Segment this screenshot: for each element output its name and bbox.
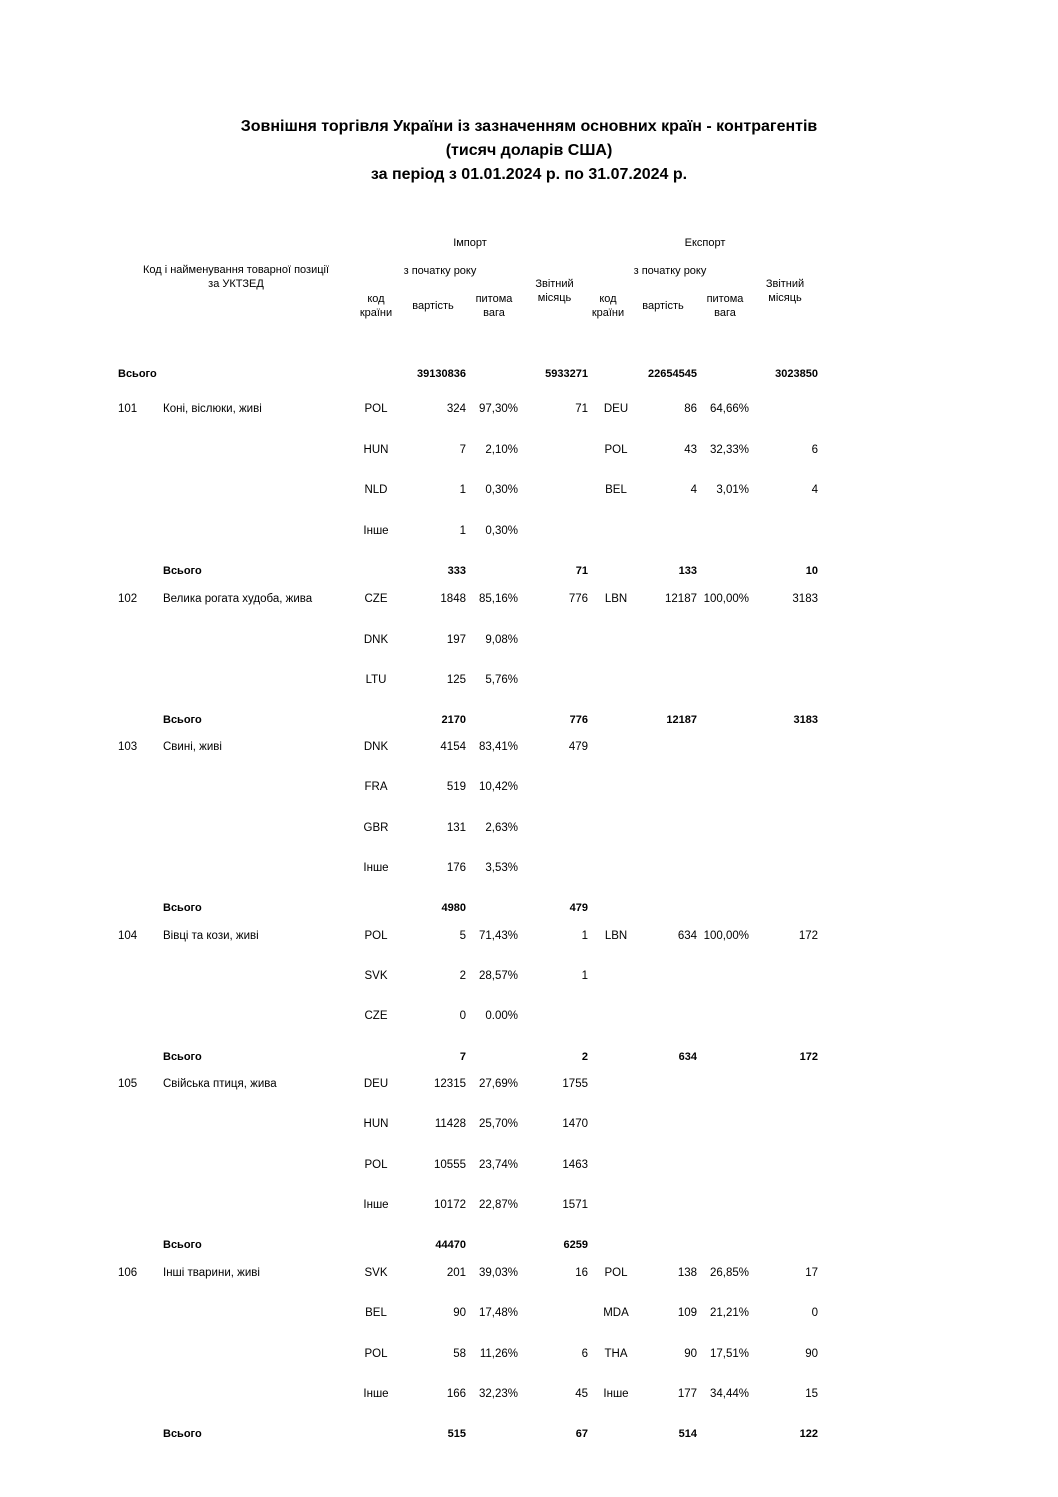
group-total-label: Всього xyxy=(163,902,202,914)
import-share: 23,74% xyxy=(478,1159,518,1171)
import-value: 1 xyxy=(459,484,466,496)
export-country: THA xyxy=(604,1348,628,1360)
export-country: LBN xyxy=(604,930,628,942)
import-value: 131 xyxy=(446,822,466,834)
export-value: 177 xyxy=(677,1388,697,1400)
group-total-import-month: 479 xyxy=(569,902,588,914)
import-country: LTU xyxy=(365,674,387,686)
export-value: 109 xyxy=(677,1307,697,1319)
export-month: 6 xyxy=(811,444,818,456)
import-share: 17,48% xyxy=(478,1307,518,1319)
export-value: 4 xyxy=(690,484,697,496)
import-value: 1 xyxy=(459,525,466,537)
report-period: за період з 01.01.2024 р. по 31.07.2024 р. xyxy=(370,166,688,183)
export-country: POL xyxy=(604,1267,628,1279)
import-value: 7 xyxy=(459,444,466,456)
group-total-import-month: 6259 xyxy=(563,1239,588,1251)
export-month: 90 xyxy=(805,1348,818,1360)
group-total-export-month: 122 xyxy=(799,1428,818,1440)
group-code: 106 xyxy=(118,1267,138,1279)
import-country: BEL xyxy=(365,1307,387,1319)
header-import-country: код країни xyxy=(359,293,393,319)
import-country: HUN xyxy=(363,444,389,456)
header-export-month: Звітний місяць xyxy=(765,278,805,304)
import-month: 1 xyxy=(581,930,588,942)
import-share: 22,87% xyxy=(478,1199,518,1211)
import-share: 3,53% xyxy=(485,862,518,874)
group-total-import-value: 44470 xyxy=(435,1239,466,1251)
export-month: 172 xyxy=(798,930,818,942)
group-name: Вівці та кози, живі xyxy=(163,930,259,942)
import-month: 16 xyxy=(575,1267,588,1279)
import-country: NLD xyxy=(364,484,388,496)
header-import-share: питома вага xyxy=(475,293,513,319)
import-value: 12315 xyxy=(434,1078,466,1090)
import-value: 166 xyxy=(446,1388,466,1400)
import-country: GBR xyxy=(363,822,389,834)
group-total-import-month: 71 xyxy=(575,565,588,577)
group-code: 105 xyxy=(118,1078,138,1090)
import-country: DNK xyxy=(363,634,389,646)
import-value: 10172 xyxy=(434,1199,466,1211)
import-value: 1848 xyxy=(440,593,466,605)
export-share: 100,00% xyxy=(703,593,749,605)
export-share: 34,44% xyxy=(709,1388,749,1400)
group-total-label: Всього xyxy=(163,565,202,577)
group-code: 101 xyxy=(118,403,138,415)
import-value: 324 xyxy=(446,403,466,415)
import-value: 519 xyxy=(446,781,466,793)
export-share: 32,33% xyxy=(709,444,749,456)
group-total-import-value: 7 xyxy=(459,1051,466,1063)
import-country: Інше xyxy=(363,1388,389,1400)
import-value: 201 xyxy=(446,1267,466,1279)
export-country: POL xyxy=(604,444,628,456)
export-share: 3,01% xyxy=(716,484,749,496)
group-total-export-value: 12187 xyxy=(666,714,697,726)
grand-total-import-month: 5933271 xyxy=(545,368,588,380)
header-import-value: вартість xyxy=(412,300,454,312)
header-import-month: Звітний місяць xyxy=(535,278,574,304)
header-export: Експорт xyxy=(684,237,726,249)
header-export-value: вартість xyxy=(642,300,684,312)
import-value: 5 xyxy=(459,930,466,942)
import-month: 776 xyxy=(568,593,588,605)
import-month: 1470 xyxy=(562,1118,588,1130)
group-total-import-month: 2 xyxy=(581,1051,588,1063)
export-month: 4 xyxy=(811,484,818,496)
group-name: Велика рогата худоба, жива xyxy=(163,593,313,605)
group-total-export-value: 514 xyxy=(678,1428,697,1440)
group-total-export-value: 133 xyxy=(678,565,697,577)
import-country: DNK xyxy=(363,741,389,753)
import-country: POL xyxy=(364,403,388,415)
group-total-export-month: 172 xyxy=(799,1051,818,1063)
export-share: 64,66% xyxy=(709,403,749,415)
import-country: SVK xyxy=(364,1267,388,1279)
import-share: 27,69% xyxy=(478,1078,518,1090)
group-total-import-value: 333 xyxy=(447,565,466,577)
grand-total-import-value: 39130836 xyxy=(417,368,466,380)
export-country: BEL xyxy=(605,484,627,496)
import-country: HUN xyxy=(363,1118,389,1130)
export-month: 17 xyxy=(805,1267,818,1279)
import-country: FRA xyxy=(364,781,388,793)
export-country: MDA xyxy=(603,1307,629,1319)
import-share: 2,10% xyxy=(485,444,518,456)
import-value: 176 xyxy=(446,862,466,874)
export-value: 90 xyxy=(684,1348,697,1360)
grand-total-export-value: 22654545 xyxy=(648,368,697,380)
group-name: Свійська птиця, жива xyxy=(163,1078,277,1090)
import-share: 97,30% xyxy=(478,403,518,415)
header-item: Код і найменування товарної позиції за УКТЗЕД xyxy=(142,264,330,290)
group-total-export-value: 634 xyxy=(678,1051,697,1063)
import-value: 90 xyxy=(453,1307,466,1319)
report-title: Зовнішня торгівля України із зазначенням основних країн - контрагентів xyxy=(240,118,818,135)
report-units: (тисяч доларів США) xyxy=(445,142,613,159)
import-share: 0.00% xyxy=(485,1010,518,1022)
import-value: 58 xyxy=(453,1348,466,1360)
import-country: POL xyxy=(364,1159,388,1171)
header-export-ytd: з початку року xyxy=(633,265,707,277)
group-code: 104 xyxy=(118,930,138,942)
export-month: 15 xyxy=(805,1388,818,1400)
group-total-import-month: 67 xyxy=(575,1428,588,1440)
grand-total-label: Всього xyxy=(118,368,157,380)
group-total-label: Всього xyxy=(163,1239,202,1251)
import-country: Інше xyxy=(363,862,389,874)
import-share: 11,26% xyxy=(479,1348,518,1360)
header-export-country: код країни xyxy=(591,293,625,319)
import-country: Інше xyxy=(363,525,389,537)
group-total-import-value: 4980 xyxy=(441,902,466,914)
import-share: 0,30% xyxy=(485,525,518,537)
import-month: 6 xyxy=(581,1348,588,1360)
group-total-import-value: 515 xyxy=(447,1428,466,1440)
import-country: CZE xyxy=(364,593,388,605)
import-value: 2 xyxy=(459,970,466,982)
export-share: 100,00% xyxy=(703,930,749,942)
group-total-label: Всього xyxy=(163,1428,202,1440)
import-country: CZE xyxy=(364,1010,388,1022)
import-share: 25,70% xyxy=(478,1118,518,1130)
import-month: 1755 xyxy=(562,1078,588,1090)
grand-total-export-month: 3023850 xyxy=(775,368,818,380)
group-code: 102 xyxy=(118,593,138,605)
export-value: 12187 xyxy=(665,593,697,605)
export-value: 634 xyxy=(677,930,697,942)
import-country: SVK xyxy=(364,970,388,982)
import-share: 9,08% xyxy=(485,634,518,646)
export-month: 0 xyxy=(811,1307,818,1319)
group-total-export-month: 10 xyxy=(805,565,818,577)
import-month: 479 xyxy=(568,741,588,753)
import-country: DEU xyxy=(363,1078,389,1090)
import-country: POL xyxy=(364,1348,388,1360)
import-month: 71 xyxy=(575,403,588,415)
group-total-label: Всього xyxy=(163,714,202,726)
import-value: 10555 xyxy=(434,1159,466,1171)
import-share: 83,41% xyxy=(478,741,518,753)
group-total-import-month: 776 xyxy=(569,714,588,726)
export-share: 26,85% xyxy=(709,1267,749,1279)
export-country: DEU xyxy=(603,403,629,415)
group-code: 103 xyxy=(118,741,138,753)
export-share: 21,21% xyxy=(709,1307,749,1319)
export-value: 43 xyxy=(684,444,697,456)
import-share: 5,76% xyxy=(485,674,518,686)
export-country: LBN xyxy=(604,593,628,605)
group-total-import-value: 2170 xyxy=(441,714,466,726)
import-share: 85,16% xyxy=(478,593,518,605)
group-total-label: Всього xyxy=(163,1051,202,1063)
import-value: 125 xyxy=(446,674,466,686)
export-value: 138 xyxy=(677,1267,697,1279)
import-value: 4154 xyxy=(440,741,466,753)
import-value: 197 xyxy=(446,634,466,646)
import-value: 0 xyxy=(459,1010,466,1022)
import-country: POL xyxy=(364,930,388,942)
import-share: 0,30% xyxy=(485,484,518,496)
export-value: 86 xyxy=(684,403,697,415)
import-share: 39,03% xyxy=(478,1267,518,1279)
import-month: 1463 xyxy=(562,1159,588,1171)
group-total-export-month: 3183 xyxy=(793,714,818,726)
import-value: 11428 xyxy=(434,1118,466,1130)
header-import-ytd: з початку року xyxy=(403,265,477,277)
import-share: 28,57% xyxy=(478,970,518,982)
export-country: Інше xyxy=(603,1388,629,1400)
group-name: Свині, живі xyxy=(163,741,222,753)
group-name: Коні, віслюки, живі xyxy=(163,403,262,415)
import-share: 10,42% xyxy=(478,781,518,793)
header-import: Імпорт xyxy=(453,237,487,249)
export-share: 17,51% xyxy=(709,1348,749,1360)
import-month: 45 xyxy=(575,1388,588,1400)
import-month: 1 xyxy=(581,970,588,982)
import-share: 71,43% xyxy=(478,930,518,942)
header-export-share: питома вага xyxy=(706,293,744,319)
import-country: Інше xyxy=(363,1199,389,1211)
export-month: 3183 xyxy=(792,593,818,605)
import-share: 2,63% xyxy=(485,822,518,834)
group-name: Інші тварини, живі xyxy=(163,1267,260,1279)
import-share: 32,23% xyxy=(478,1388,518,1400)
import-month: 1571 xyxy=(562,1199,588,1211)
